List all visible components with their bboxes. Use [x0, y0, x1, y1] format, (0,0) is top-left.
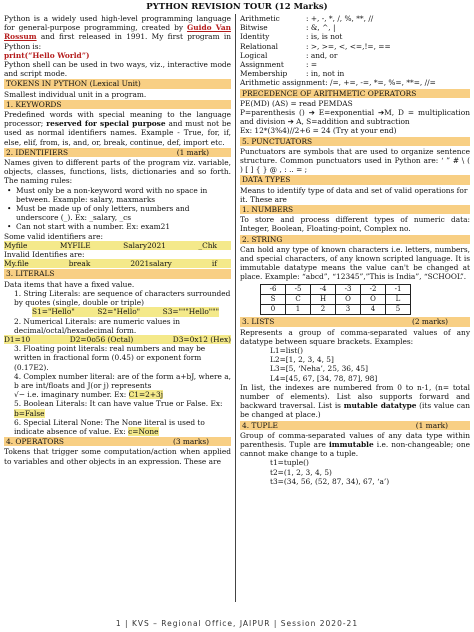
operator-row: Identity : is, is not — [240, 32, 343, 42]
lists-description: In list, the indexes are numbered from 0 to n-1, (n= total number of elements). List also supports forward and backward traversal. List is mutable datatype (its value can be changed at place.) — [240, 382, 470, 420]
list-example: L1=list() — [270, 345, 304, 355]
operators-heading: 4. OPERATORS (3 marks) — [4, 437, 231, 446]
operator-row: Arithmetic : +, -, *, /, %, **, // — [240, 14, 374, 23]
operator-row: Membership : in, not in — [240, 69, 345, 79]
list-example: L4=[45, 67, [34, 78, 87], 98] — [270, 373, 378, 383]
hello-world-code: print(“Hello World”) — [4, 50, 90, 60]
precedence-line: PE(MD) (AS) = read PEMDAS — [240, 98, 353, 108]
invalid-identifiers: My.file break 2021salary if — [4, 259, 231, 268]
operators-text: Tokens that trigger some computation/action when applied to variables and other objects in an expression. These are — [4, 447, 231, 466]
numbers-text: To store and process different types of numeric data: Integer, Boolean, Floating-point, Complex no. — [240, 215, 470, 234]
string-index-table — [260, 284, 411, 316]
character-row: S C H O O L — [261, 294, 411, 304]
negative-index-row: -6 -5 -4 -3 -2 -1 — [261, 284, 411, 294]
data-types-text: Means to identify type of data and set of valid operations for it. These are — [240, 185, 468, 204]
complex-literals: 4. Complex number literal: are of the form a+bJ, where a, b are int/floats and J(or j) represents — [14, 371, 231, 390]
lists-heading: 3. LISTS (2 marks) — [240, 317, 470, 326]
list-example: L2=[1, 2, 3, 4, 5] — [270, 355, 334, 365]
boolean-literals: 5. Boolean Literals: It can have value True or False. Ex: b=False — [14, 399, 223, 418]
tuple-example: t1=tuple() — [270, 458, 309, 468]
complex-literal-example: √− i.e. imaginary number. Ex: C1=2+3j — [14, 390, 164, 400]
lists-text: Represents a group of comma-separated values of any datatype between square brackets. Examples: — [240, 327, 470, 346]
shell-modes-text: Python shell can be used in two ways, viz., interactive mode and script mode. — [4, 60, 231, 79]
string-heading: 2. STRING — [240, 235, 470, 244]
creator-name: Guido Van Rossum — [4, 23, 231, 42]
tuple-example: t3=(34, 56, (52, 87, 34), 67, ‘a’) — [270, 476, 390, 486]
literals-heading: 3. LITERALS — [4, 269, 231, 278]
operator-row: Bitwise : &, ^, | — [240, 23, 336, 33]
page-footer: 1 | KVS – Regional Office, JAIPUR | Session 2020-21 — [115, 619, 359, 628]
punctuators-heading: 5. PUNCTUATORS — [240, 137, 470, 146]
data-types-heading: DATA TYPES — [240, 175, 470, 184]
numeric-literals: 2. Numerical Literals: are numeric values in decimal/octal/hexadecimal form. — [14, 316, 181, 335]
column-divider — [235, 14, 236, 602]
precedence-example: Ex: 12*(3%4)//2+6 = 24 (Try at your end) — [240, 126, 397, 136]
string-literal-examples: S1="Hello" S2="Hello" S3="""Hello""" — [32, 307, 219, 317]
string-text: Can hold any type of known characters i.e. letters, numbers, and special characters, of any known scripted language. It is immutable datatype means the value can't be changed at place. Example: “abcd”, “12345”,”This is India”, “SCHOOL”. — [240, 244, 470, 282]
operator-row: Logical : and, or — [240, 50, 338, 60]
positive-index-row: 0 1 2 3 4 5 — [261, 305, 411, 315]
identifier-rule: • Must only be a non-keyword word with no space in between. Example: salary, maxmarks — [4, 186, 231, 204]
invalid-identifiers-label: Invalid Identifies are: — [4, 250, 85, 260]
numbers-heading: 1. NUMBERS — [240, 205, 470, 214]
tokens-heading: TOKENS IN PYTHON (Lexical Unit) — [4, 79, 231, 88]
valid-identifiers-label: Some valid identifiers are: — [4, 231, 103, 241]
page-title: PYTHON REVISION TOUR (12 Marks) — [146, 2, 328, 12]
list-example: L3=[5, ‘Neha’, 25, 36, 45] — [270, 364, 368, 374]
punctuators-text: Punctuators are symbols that are used to organize sentence structure. Common punctuators used in Python are: ‘ ” # \ ( ) [ ] { } @ , : .. = ; — [240, 146, 470, 175]
numeric-literal-examples: D1=10 D2=0o56 (Octal) D3=0x12 (Hex) — [4, 334, 231, 344]
operator-row: Relational : >, >=, <, <=,!=, == — [240, 41, 391, 51]
tokens-text: Smallest individual unit in a program. — [4, 89, 147, 99]
string-literals: 1. String Literals: are sequence of characters surrounded by quotes (single, double or triple) — [14, 288, 231, 308]
operator-row: Assignment : = — [240, 60, 318, 70]
identifier-rule: • Can not start with a number. Ex: exam21 — [4, 222, 231, 231]
arithmetic-assignment: Arithmetic assignment: /=, +=, -=, *=, %=, **=, //= — [240, 78, 436, 88]
valid-identifiers: Myfile MYFILE Salary2021 _Chk — [4, 241, 231, 250]
precedence-heading: PRECEDENCE OF ARITHMETIC OPERATORS — [240, 89, 470, 98]
identifiers-text: Names given to different parts of the program viz. variable, objects, classes, functions, lists, dictionaries and so forth. The naming rules: — [4, 158, 231, 186]
none-literal: 6. Special Literal None: The None literal is used to indicate absence of value. Ex: c=None — [14, 417, 205, 436]
right-column — [240, 14, 470, 486]
tuple-heading: 4. TUPLE (1 mark) — [240, 421, 470, 430]
tuple-example: t2=(1, 2, 3, 4, 5) — [270, 467, 332, 477]
identifier-rule: • Must be made up of only letters, numbers and underscore (_). Ex: _salary, _cs — [4, 204, 231, 222]
intro-paragraph: Python is a widely used high-level programming language for general-purpose programming, created by Guido Van Rossum and first released in 1991. My first program in Python is: — [4, 14, 231, 51]
keywords-text: Predefined words with special meaning to the language processor; reserved for special purpose and must not be used as normal identifiers names. Example - True, for, if, else, elif, from, is, and, or, break, continue, def, import etc. — [4, 110, 231, 147]
precedence-line: P=parenthesis () ➔ E=exponential ➔M, D = multiplication and division ➔ A, S=addition and subtraction — [240, 108, 470, 127]
keywords-heading: 1. KEYWORDS — [4, 100, 231, 109]
float-literals: 3. Floating point literals: real numbers and may be written in fractional form (0.45) or exponent form (0.17E2). — [14, 344, 206, 372]
tuple-text: Group of comma-separated values of any data type within parenthesis. Tuple are immutable i.e. non-changeable; one cannot make change to a tuple. — [240, 430, 470, 459]
literals-text: Data items that have a fixed value. — [4, 279, 135, 289]
left-column — [4, 14, 231, 466]
identifiers-heading: 2. IDENTIFIERS (1 mark) — [4, 148, 231, 157]
